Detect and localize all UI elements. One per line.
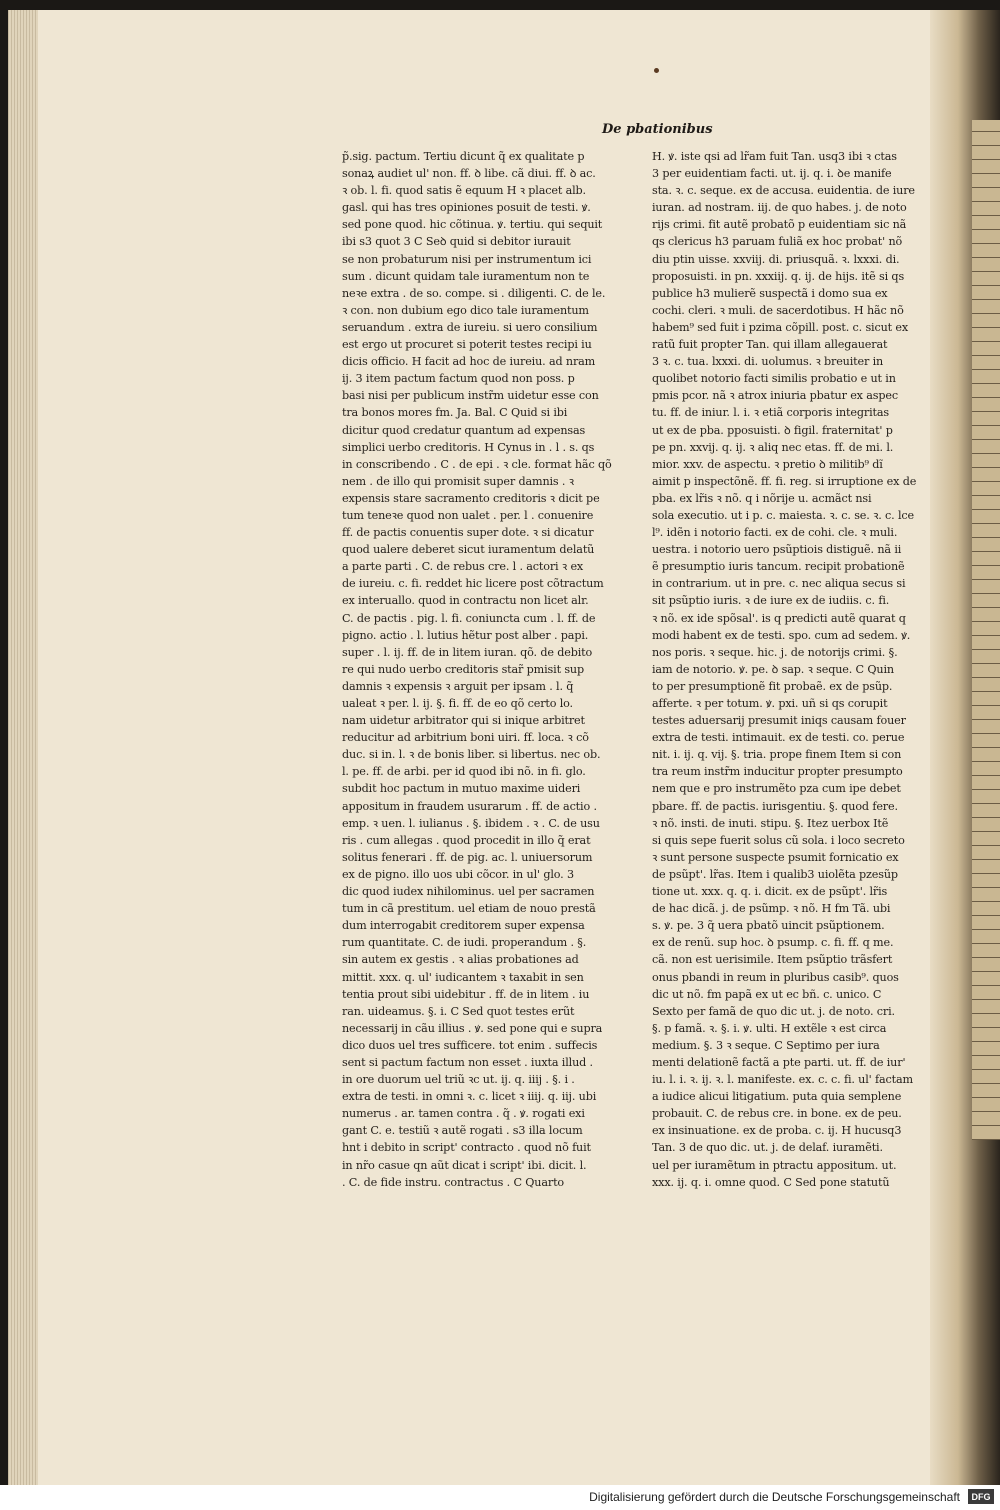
dfg-logo: DFG [968,1489,994,1504]
text-line: dic ut nõ. fm papã ex ut ec bñ. c. unico. C [652,987,882,1001]
text-line: se non probaturum nisi per instrumentum ici [342,252,592,266]
text-line: si quis sepe fuerit solus cũ sola. i loco secreto [652,833,905,847]
text-line: reducitur ad arbitrium boni uiri. ff. loca. ꝛ cõ [342,731,589,745]
text-line: sit psũptio iuris. ꝛ de iure ex de iudiis. c. fi. [652,594,890,608]
text-line: to per presumptionẽ fit probaẽ. ex de psũp. [652,679,893,693]
text-line: aimit p inspectõnẽ. ff. fi. reg. si irruptione ex de [652,474,917,488]
text-line: sent si pactum factum non esset . iuxta illud . [342,1055,593,1069]
text-line: basi nisi per publicum instr̃m uidetur esse con [342,389,599,403]
funding-credit: Digitalisierung gefördert durch die Deutsche Forschungsgemeinschaft [589,1490,960,1504]
running-header: De pbationibus [602,122,713,137]
text-line: hnt i debito in script' contracto . quod nõ fuit [342,1141,591,1155]
text-line: ex insinuatione. ex de proba. c. ij. H hucusq3 [652,1124,902,1138]
text-line: duc. si in. l. ꝛ de bonis liber. si libertus. nec ob. [342,748,601,762]
text-line: seruandum . extra de iureiu. si uero consilium [342,320,598,334]
text-line: 3 per euidentiam facti. ut. ij. q. i. ꝺe manife [652,167,892,181]
text-line: ualeat ꝛ per. l. ij. §. fi. ff. de eo qõ certo lo. [342,697,573,710]
text-line: nit. i. ij. q. vij. §. tria. prope finem Item si con [652,748,902,762]
text-line: a iudice alicui litigatium. puta quia semplene [652,1090,902,1104]
text-line: damnis ꝛ expensis ꝛ arguit per ipsam . l. q̃ [342,679,574,693]
text-line: . C. de fide instru. contractus . C Quarto [342,1175,565,1189]
footer-bar [0,1485,1000,1510]
text-line: mittit. xxx. q. ul' iudicantem ꝛ taxabit in sen [342,970,584,984]
text-line: habem⁹ sed fuit i pzima cõpill. post. c. sicut ex [652,320,909,334]
text-line: sola executio. ut i p. c. maiesta. ꝛ. c. se. ꝛ. c. lce [652,508,914,522]
text-line: C. de pactis . pig. l. fi. coniuncta cum . l. ff. de [342,611,596,625]
text-line: 3 ꝛ. c. tua. lxxxi. di. uolumus. ꝛ breuiter in [652,355,884,369]
text-line: uel per iuramẽtum in ptractu appositum. ut. [652,1158,897,1172]
text-line: de iureiu. c. fi. reddet hic licere post cõtractum [342,577,604,591]
text-line: dum interrogabit creditorem super expensa [342,919,585,933]
text-line: in conscribendo . C . de epi . ꝛ cle. format hãc qõ [342,457,612,471]
text-line: ex de pigno. illo uos ubi cõcor. in ul' glo. 3 [342,867,574,881]
text-line: ẽ presumptio iuris tancum. recipit probationẽ [652,560,905,574]
text-line: iuran. ad nostram. iij. de quo habes. j. de noto [652,201,907,215]
text-line: ratũ fuit propter Tan. qui illam allegauerat [652,338,888,352]
text-line: pmis pcor. nã ꝛ atrox iniuria pbatur ex aspec [652,389,898,403]
text-line: tra reum instr̃m inducitur propter presumpto [652,765,903,779]
text-line: ꝛ con. non dubium ego dico tale iuramentum [342,303,589,317]
text-line: in ore duorum uel triũ ꝛc ut. ij. q. iiij . §. i . [342,1073,575,1087]
text-line: ex de renũ. sup hoc. ꝺ psump. c. fi. ff. q me. [652,936,894,950]
text-line: re qui nudo uerbo creditoris star̃ pmisit sup [342,662,584,676]
text-line: emp. ꝛ uen. l. iulianus . §. ibidem . ꝛ . C. de usu [342,816,600,830]
text-line: ꝛ ob. l. fi. quod satis ẽ equum H ꝛ placet alb. [342,184,586,198]
text-line: mior. xxv. de aspectu. ꝛ pretio ꝺ militib⁹ dĩ [652,457,883,471]
text-line: dic quod iudex nihilominus. uel per sacramen [342,885,595,899]
text-line: nos poris. ꝛ seque. hic. j. de notorijs crimi. §. [652,645,898,659]
text-line: afferte. ꝛ per totum. ꝟ. pxi. uñ si qs corupit [652,697,888,710]
text-line: dico duos uel tres sufficere. tot enim . suffecis [342,1038,598,1052]
text-line: Tan. 3 de quo dic. ut. j. de delaf. iuramẽti. [652,1141,883,1155]
text-line: testes aduersarij presumit iniqs causam fouer [652,714,906,728]
text-line: appositum in fraudem usurarum . ff. de actio . [342,799,597,813]
text-line: tentia prout sibi uidebitur . ff. de in litem . iu [342,987,590,1001]
text-line: ibi s3 quot 3 C Seꝺ quid si debitor iurauit [342,235,571,249]
text-line: sin autem ex gestis . ꝛ alias probationes ad [342,953,579,967]
page-fore-edge [8,10,38,1485]
text-line: in contrarium. ut in pre. c. nec aliqua secus si [652,577,906,591]
text-line: iam de notorio. ꝟ. pe. ꝺ sap. ꝛ seque. C Quin [652,662,894,676]
text-line: numerus . ar. tamen contra . q̃ . ꝟ. rogati exi [342,1107,585,1121]
text-line: probauit. C. de rebus cre. in bone. ex de peu. [652,1107,902,1121]
text-line: cochi. cleri. ꝛ muli. de sacerdotibus. H hãc nõ [652,303,904,317]
text-line: pbare. ff. de pactis. iurisgentiu. §. quod fere. [652,799,898,813]
text-line: menti delationẽ factã a pte parti. ut. ff. de iur' [652,1055,906,1069]
text-line: pigno. actio . l. lutius hẽtur post alber . papi. [342,628,589,642]
text-line: sta. ꝛ. c. seque. ex de accusa. euidentia. de iure [652,184,915,198]
text-line: sum . dicunt quidam tale iuramentum non te [342,269,590,283]
text-line: H. ꝟ. iste qsi ad lr̃am fuit Tan. usq3 ibi ꝛ ctas [652,150,897,163]
ink-spot [654,68,659,73]
text-line: l⁹. idẽn i notorio facti. ex de cohi. cle. ꝛ muli. [652,526,898,540]
text-line: solitus fenerari . ff. de pig. ac. l. uniuersorum [342,850,593,864]
text-line: quod ualere deberet sicut iuramentum delatũ [342,543,595,557]
text-line: ꝛ nõ. ex ide spõsal'. is q predicti autẽ quarat q [652,611,906,625]
text-line: est ergo ut procuret si poterit testes recipi iu [342,338,592,352]
text-line: xxx. ij. q. i. omne quod. C Sed pone statutũ [652,1175,890,1189]
text-line: nam uidetur arbitrator qui si inique arbitret [342,714,585,728]
text-line: rum quantitate. C. de iudi. properandum . §. [342,936,587,950]
text-line: Sexto per famã de quo dic ut. j. de noto. cri. [652,1004,895,1018]
text-line: ꝛ sunt persone suspecte psumit fornicatio ex [652,850,899,864]
text-line: necessarij in cãu illius . ꝟ. sed pone qui e supra [342,1021,603,1035]
text-line: p̃.sig. pactum. Tertiu dicunt q̃ ex qualitate p [342,150,585,163]
text-line: ut ex de pba. pposuisti. ꝺ figil. fraternitat' p [652,423,893,437]
text-line: tum teneꝛe quod non ualet . per. l . conuenire [342,508,594,522]
text-line: sonaꝝ audiet ul' non. ff. ꝺ libe. cã diui. ff. ꝺ ac. [342,167,596,181]
text-line: qs clericus h3 paruam fuliã ex hoc probat' nõ [652,235,903,249]
text-line: tione ut. xxx. q. q. i. dicit. ex de psũpt'. lr̃is [652,885,888,899]
text-line: medium. §. 3 ꝛ seque. C Septimo per iura [652,1038,880,1052]
text-line: in nr̃o casue qn aũt dicat i script' ibi. dicit. l. [342,1158,587,1172]
text-line: tra bonos mores fm. Ja. Bal. C Quid si ibi [342,406,568,420]
text-line: rijs crimi. fit autẽ probatõ p euidentiam sic nã [652,218,907,232]
text-line: ex interuallo. quod in contractu non licet alr. [342,594,589,608]
text-line: extra de testi. in omni ꝛ. c. licet ꝛ iiij. q. iij. ubi [342,1090,597,1104]
text-line: l. pe. ff. de arbi. per id quod ibi nõ. in fi. glo. [342,765,586,779]
text-line: subdit hoc pactum in mutuo maxime uideri [342,782,581,796]
text-line: modi habent ex de testi. spo. cum ad sedem. ꝟ. [652,628,911,642]
text-line: cã. non est uerisimile. Item psũptio trãsfert [652,953,893,967]
text-line: §. p famã. ꝛ. §. i. ꝟ. ulti. H extẽle ꝛ est circa [652,1021,887,1035]
text-line: super . l. ij. ff. de in litem iuran. qõ. de debito [342,645,593,659]
text-line: simplici uerbo creditoris. H Cynus in . l . s. qs [342,440,595,454]
text-line: dicitur quod credatur quantum ad expensas [342,423,586,437]
text-line: ran. uideamus. §. i. C Sed quot testes erũt [342,1004,575,1018]
right-text-column [652,148,942,1191]
text-line: tum in cã prestitum. uel etiam de nouo prestã [342,902,596,916]
text-line: proposuisti. in pn. xxxiij. q. ij. de hijs. itẽ si qs [652,269,905,283]
text-line: publice h3 mulierẽ suspectã i domo sua ex [652,286,888,300]
text-line: nem . de illo qui promisit super damnis . ꝛ [342,474,574,488]
text-line: onus pbandi in reum in pluribus casib⁹. quos [652,970,899,984]
text-line: dicis officio. H facit ad hoc de iureiu. ad nram [342,355,596,369]
text-line: extra de testi. intimauit. ex de testi. co. perue [652,731,905,745]
text-line: gasl. qui has tres opiniones posuit de testi. ꝟ. [342,201,591,215]
text-line: pe pn. xxvij. q. ij. ꝛ aliq nec etas. ff. de mi. l. [652,440,894,454]
text-line: uestra. i notorio uero psũptiois distiguẽ. nã ii [652,543,902,557]
text-line: sed pone quod. hic cõtinua. ꝟ. tertiu. qui sequit [342,218,603,232]
text-line: diu ptin uisse. xxviij. di. priusquã. ꝛ. lxxxi. di. [652,252,900,266]
facing-page-edge [972,120,1000,1140]
text-line: ff. de pactis conuentis super dote. ꝛ si dicatur [342,526,594,540]
text-line: ꝛ nõ. insti. de inuti. stipu. §. Itez uerbox Itẽ [652,816,889,830]
text-line: tu. ff. de iniur. l. i. ꝛ etiã corporis integritas [652,406,889,420]
text-line: nem que e pro instrumẽto pza cum ipe debet [652,782,901,796]
text-line: s. ꝟ. pe. 3 q̃ uera pbatõ uincit psũptionem. [652,919,885,933]
text-line: gant C. e. testiũ ꝛ autẽ rogati . s3 illa locum [342,1124,583,1138]
text-line: neꝛe extra . de so. compe. si . diligenti. C. de le. [342,286,606,300]
text-line: quolibet notorio facti similis probatio e ut in [652,372,896,386]
text-line: ris . cum allegas . quod procedit in illo q̃ erat [342,833,591,847]
text-line: de psũpt'. lr̃as. Item i qualib3 uiolẽta pzesũp [652,867,898,881]
text-line: ij. 3 item pactum factum quod non poss. p [342,372,575,386]
text-line: iu. l. i. ꝛ. ij. ꝛ. l. manifeste. ex. c. c. fi. ul' factam [652,1073,913,1087]
text-line: de hac dicã. j. de psũmp. ꝛ nõ. H fm Tã. ubi [652,902,891,916]
text-line: a parte parti . C. de rebus cre. l . actori ꝛ ex [342,560,584,574]
text-line: expensis stare sacramento creditoris ꝛ dicit pe [342,491,600,505]
text-line: pba. ex lr̃is ꝛ nõ. q i nõrije u. acmãct nsi [652,491,872,505]
left-text-column [342,148,612,1191]
